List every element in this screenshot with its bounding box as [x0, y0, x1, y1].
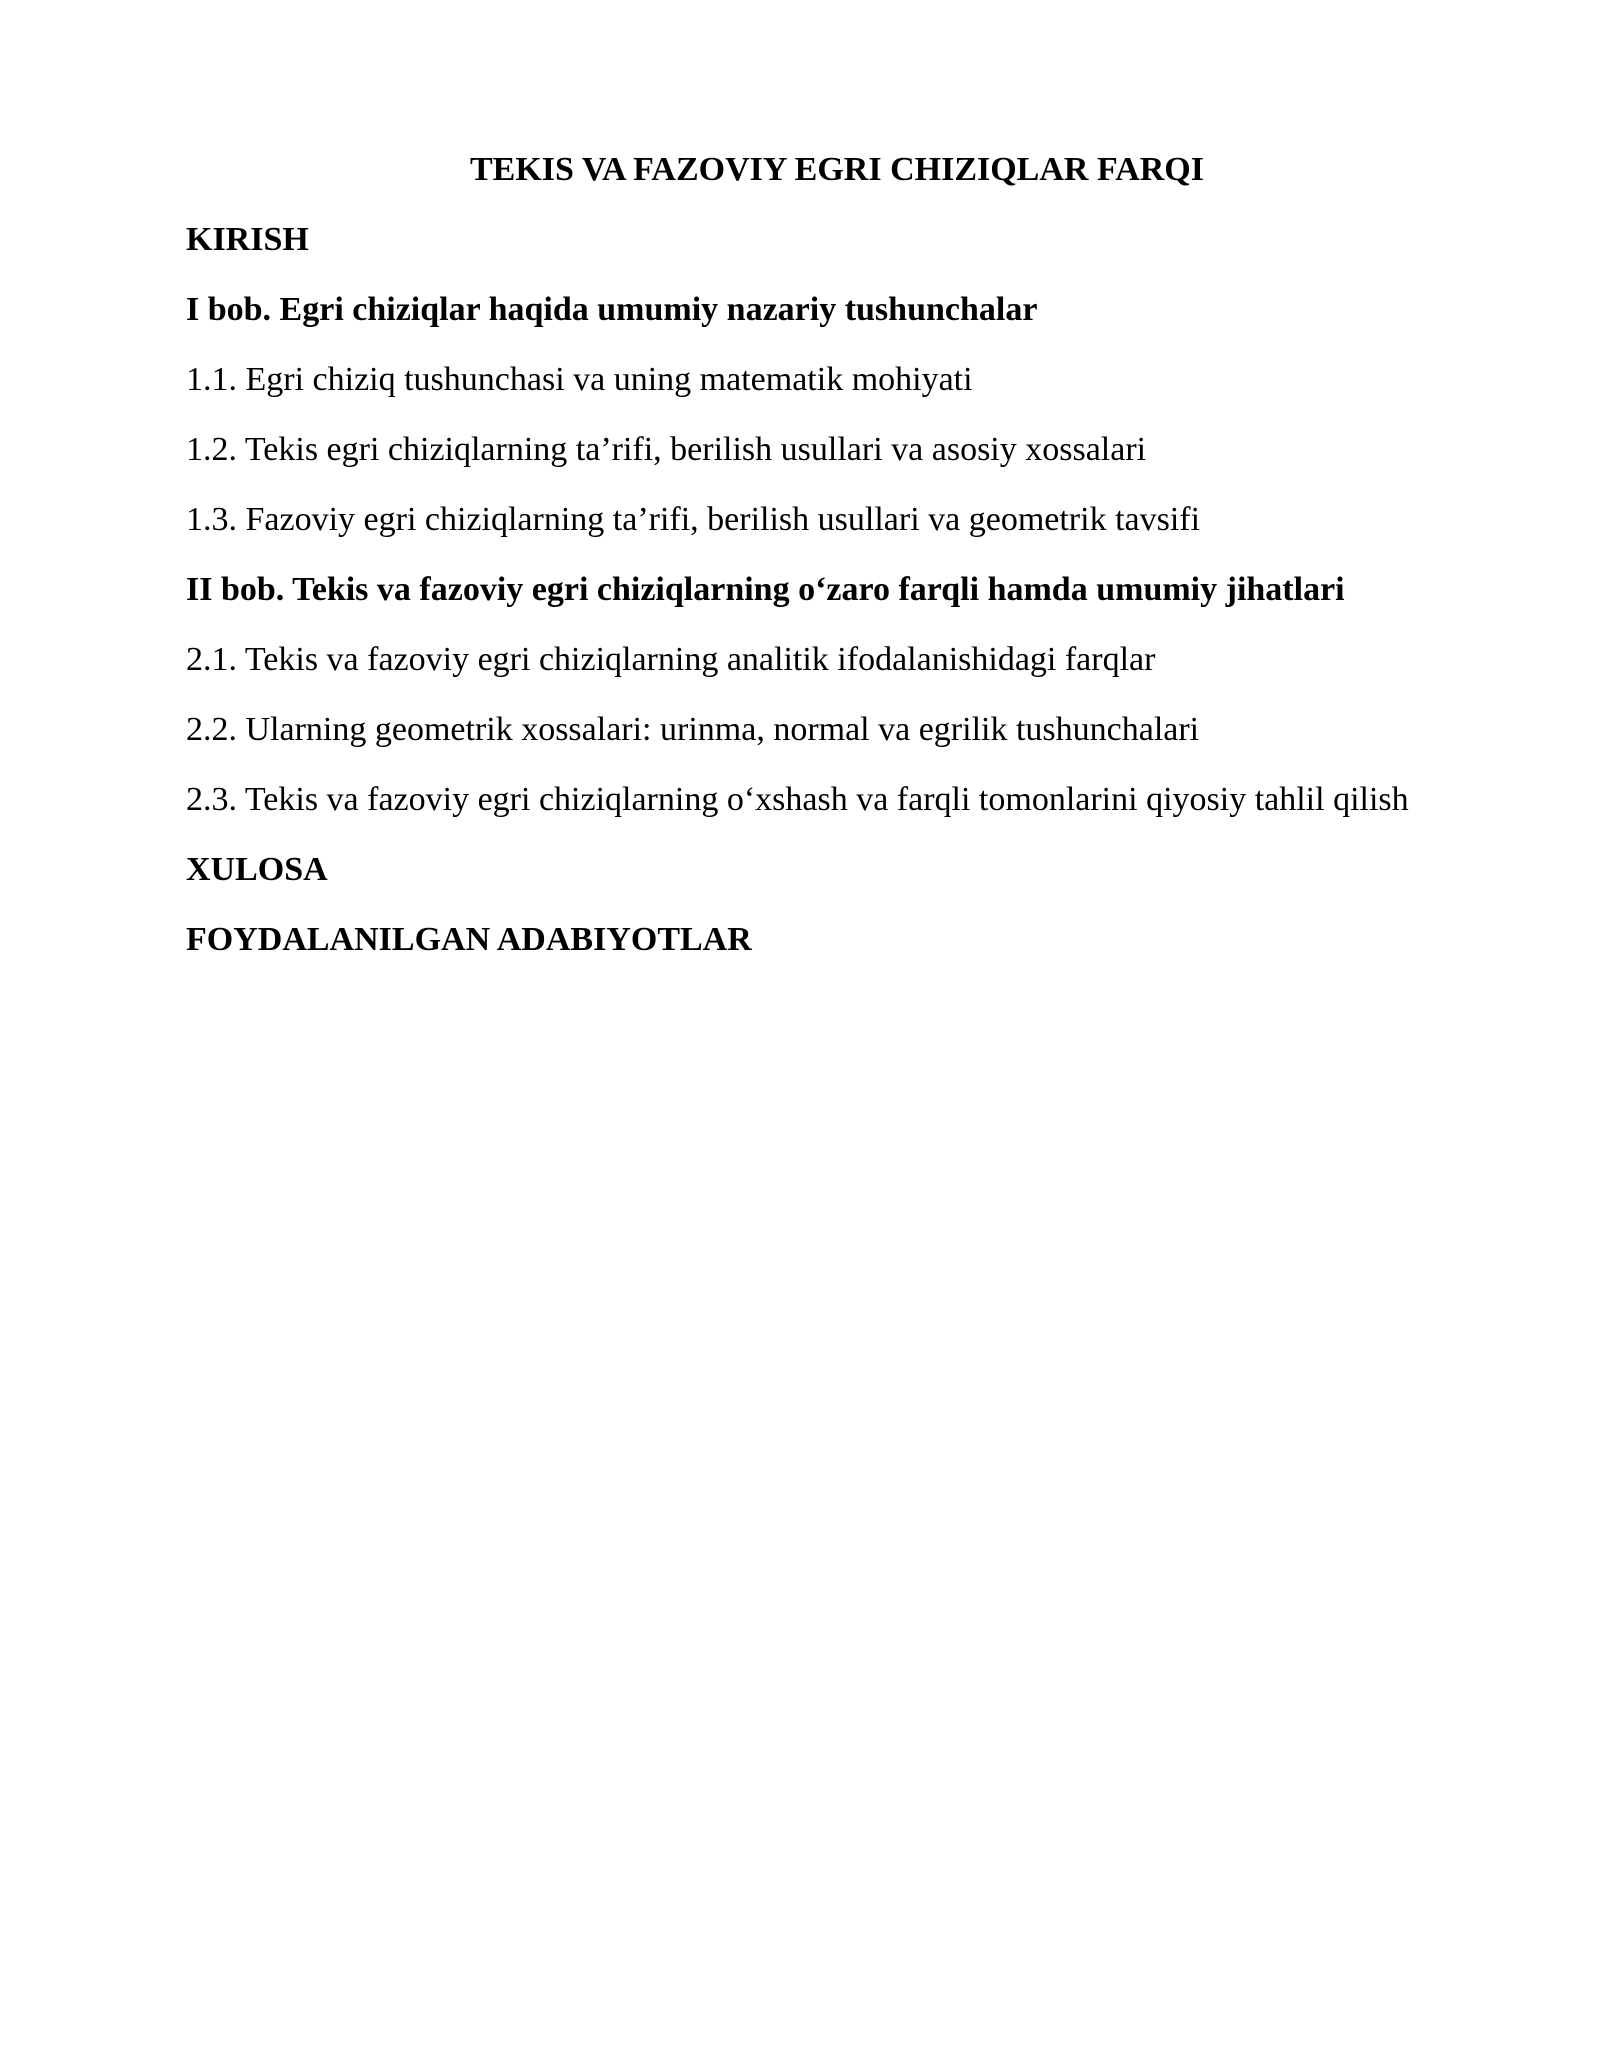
toc-item-1-2: 1.2. Tekis egri chiziqlarning ta’rifi, berilish usullari va asosiy xossalari [186, 431, 1147, 468]
toc-item-1-1: 1.1. Egri chiziq tushunchasi va uning matematik mohiyati [186, 361, 973, 398]
toc-item-2-1: 2.1. Tekis va fazoviy egri chiziqlarning analitik ifodalanishidagi farqlar [186, 641, 1156, 678]
toc-item-2-2: 2.2. Ularning geometrik xossalari: urinma, normal va egrilik tushunchalari [186, 711, 1200, 748]
toc-references: FOYDALANILGAN ADABIYOTLAR [186, 921, 752, 958]
toc-intro: KIRISH [186, 221, 309, 258]
toc-chapter-2-heading: II bob. Tekis va fazoviy egri chiziqlarning o‘zaro farqli hamda umumiy jihatlari [186, 571, 1345, 608]
toc-chapter-1-heading: I bob. Egri chiziqlar haqida umumiy nazariy tushunchalar [186, 291, 1038, 328]
toc-conclusion: XULOSA [186, 851, 328, 888]
toc-item-1-3: 1.3. Fazoviy egri chiziqlarning ta’rifi, berilish usullari va geometrik tavsifi [186, 501, 1201, 538]
document-title: TEKIS VA FAZOVIY EGRI CHIZIQLAR FARQI [470, 151, 1204, 188]
toc-item-2-3: 2.3. Tekis va fazoviy egri chiziqlarning o‘xshash va farqli tomonlarini qiyosiy tahlil qilish [186, 781, 1409, 818]
table-of-contents [186, 146, 1488, 986]
